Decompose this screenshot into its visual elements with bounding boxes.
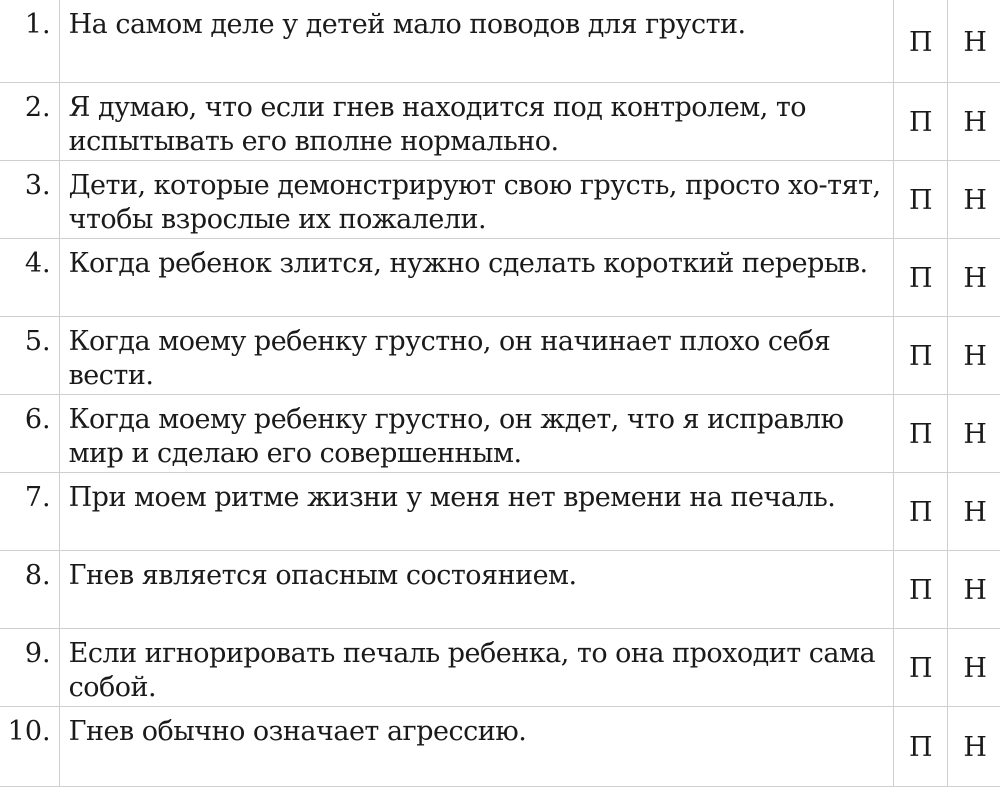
answer-yes-option[interactable]: П bbox=[894, 394, 948, 472]
answer-no-option[interactable]: Н bbox=[948, 472, 1000, 550]
table-row bbox=[0, 82, 1000, 160]
answer-yes-option[interactable]: П bbox=[894, 238, 948, 316]
answer-yes-option[interactable]: П bbox=[894, 82, 948, 160]
item-statement: Гнев обычно означает агрессию. bbox=[59, 706, 894, 786]
item-statement: Я думаю, что если гнев находится под контролем, то испытывать его вполне нормально. bbox=[59, 82, 894, 160]
table-row bbox=[0, 238, 1000, 316]
table-row bbox=[0, 316, 1000, 394]
answer-yes-option[interactable]: П bbox=[894, 0, 948, 82]
item-number: 2. bbox=[0, 82, 59, 160]
answer-yes-option[interactable]: П bbox=[894, 550, 948, 628]
answer-yes-option[interactable]: П bbox=[894, 160, 948, 238]
answer-no-option[interactable]: Н bbox=[948, 160, 1000, 238]
item-number: 1. bbox=[0, 0, 59, 82]
table-row bbox=[0, 0, 1000, 82]
item-number: 6. bbox=[0, 394, 59, 472]
answer-yes-option[interactable]: П bbox=[894, 472, 948, 550]
answer-no-option[interactable]: Н bbox=[948, 238, 1000, 316]
item-number: 7. bbox=[0, 472, 59, 550]
table-row bbox=[0, 472, 1000, 550]
table-row bbox=[0, 394, 1000, 472]
answer-no-option[interactable]: Н bbox=[948, 706, 1000, 786]
answer-no-option[interactable]: Н bbox=[948, 550, 1000, 628]
item-number: 8. bbox=[0, 550, 59, 628]
item-number: 5. bbox=[0, 316, 59, 394]
item-statement: Если игнорировать печаль ребенка, то она проходит сама собой. bbox=[59, 628, 894, 706]
table-row bbox=[0, 550, 1000, 628]
item-number: 10. bbox=[0, 706, 59, 786]
item-number: 4. bbox=[0, 238, 59, 316]
answer-no-option[interactable]: Н bbox=[948, 316, 1000, 394]
item-statement: Когда моему ребенку грустно, он ждет, что я исправлю мир и сделаю его совершенным. bbox=[59, 394, 894, 472]
table-row bbox=[0, 706, 1000, 786]
item-number: 9. bbox=[0, 628, 59, 706]
answer-yes-option[interactable]: П bbox=[894, 706, 948, 786]
table-row bbox=[0, 160, 1000, 238]
answer-yes-option[interactable]: П bbox=[894, 316, 948, 394]
item-statement: При моем ритме жизни у меня нет времени на печаль. bbox=[59, 472, 894, 550]
item-statement: Дети, которые демонстрируют свою грусть, просто хо-тят, чтобы взрослые их пожалели. bbox=[59, 160, 894, 238]
item-statement: Когда моему ребенку грустно, он начинает плохо себя вести. bbox=[59, 316, 894, 394]
answer-yes-option[interactable]: П bbox=[894, 628, 948, 706]
answer-no-option[interactable]: Н bbox=[948, 628, 1000, 706]
answer-no-option[interactable]: Н bbox=[948, 0, 1000, 82]
table-row bbox=[0, 628, 1000, 706]
answer-no-option[interactable]: Н bbox=[948, 82, 1000, 160]
item-statement: На самом деле у детей мало поводов для грусти. bbox=[59, 0, 894, 82]
item-statement: Гнев является опасным состоянием. bbox=[59, 550, 894, 628]
answer-no-option[interactable]: Н bbox=[948, 394, 1000, 472]
item-number: 3. bbox=[0, 160, 59, 238]
item-statement: Когда ребенок злится, нужно сделать короткий перерыв. bbox=[59, 238, 894, 316]
